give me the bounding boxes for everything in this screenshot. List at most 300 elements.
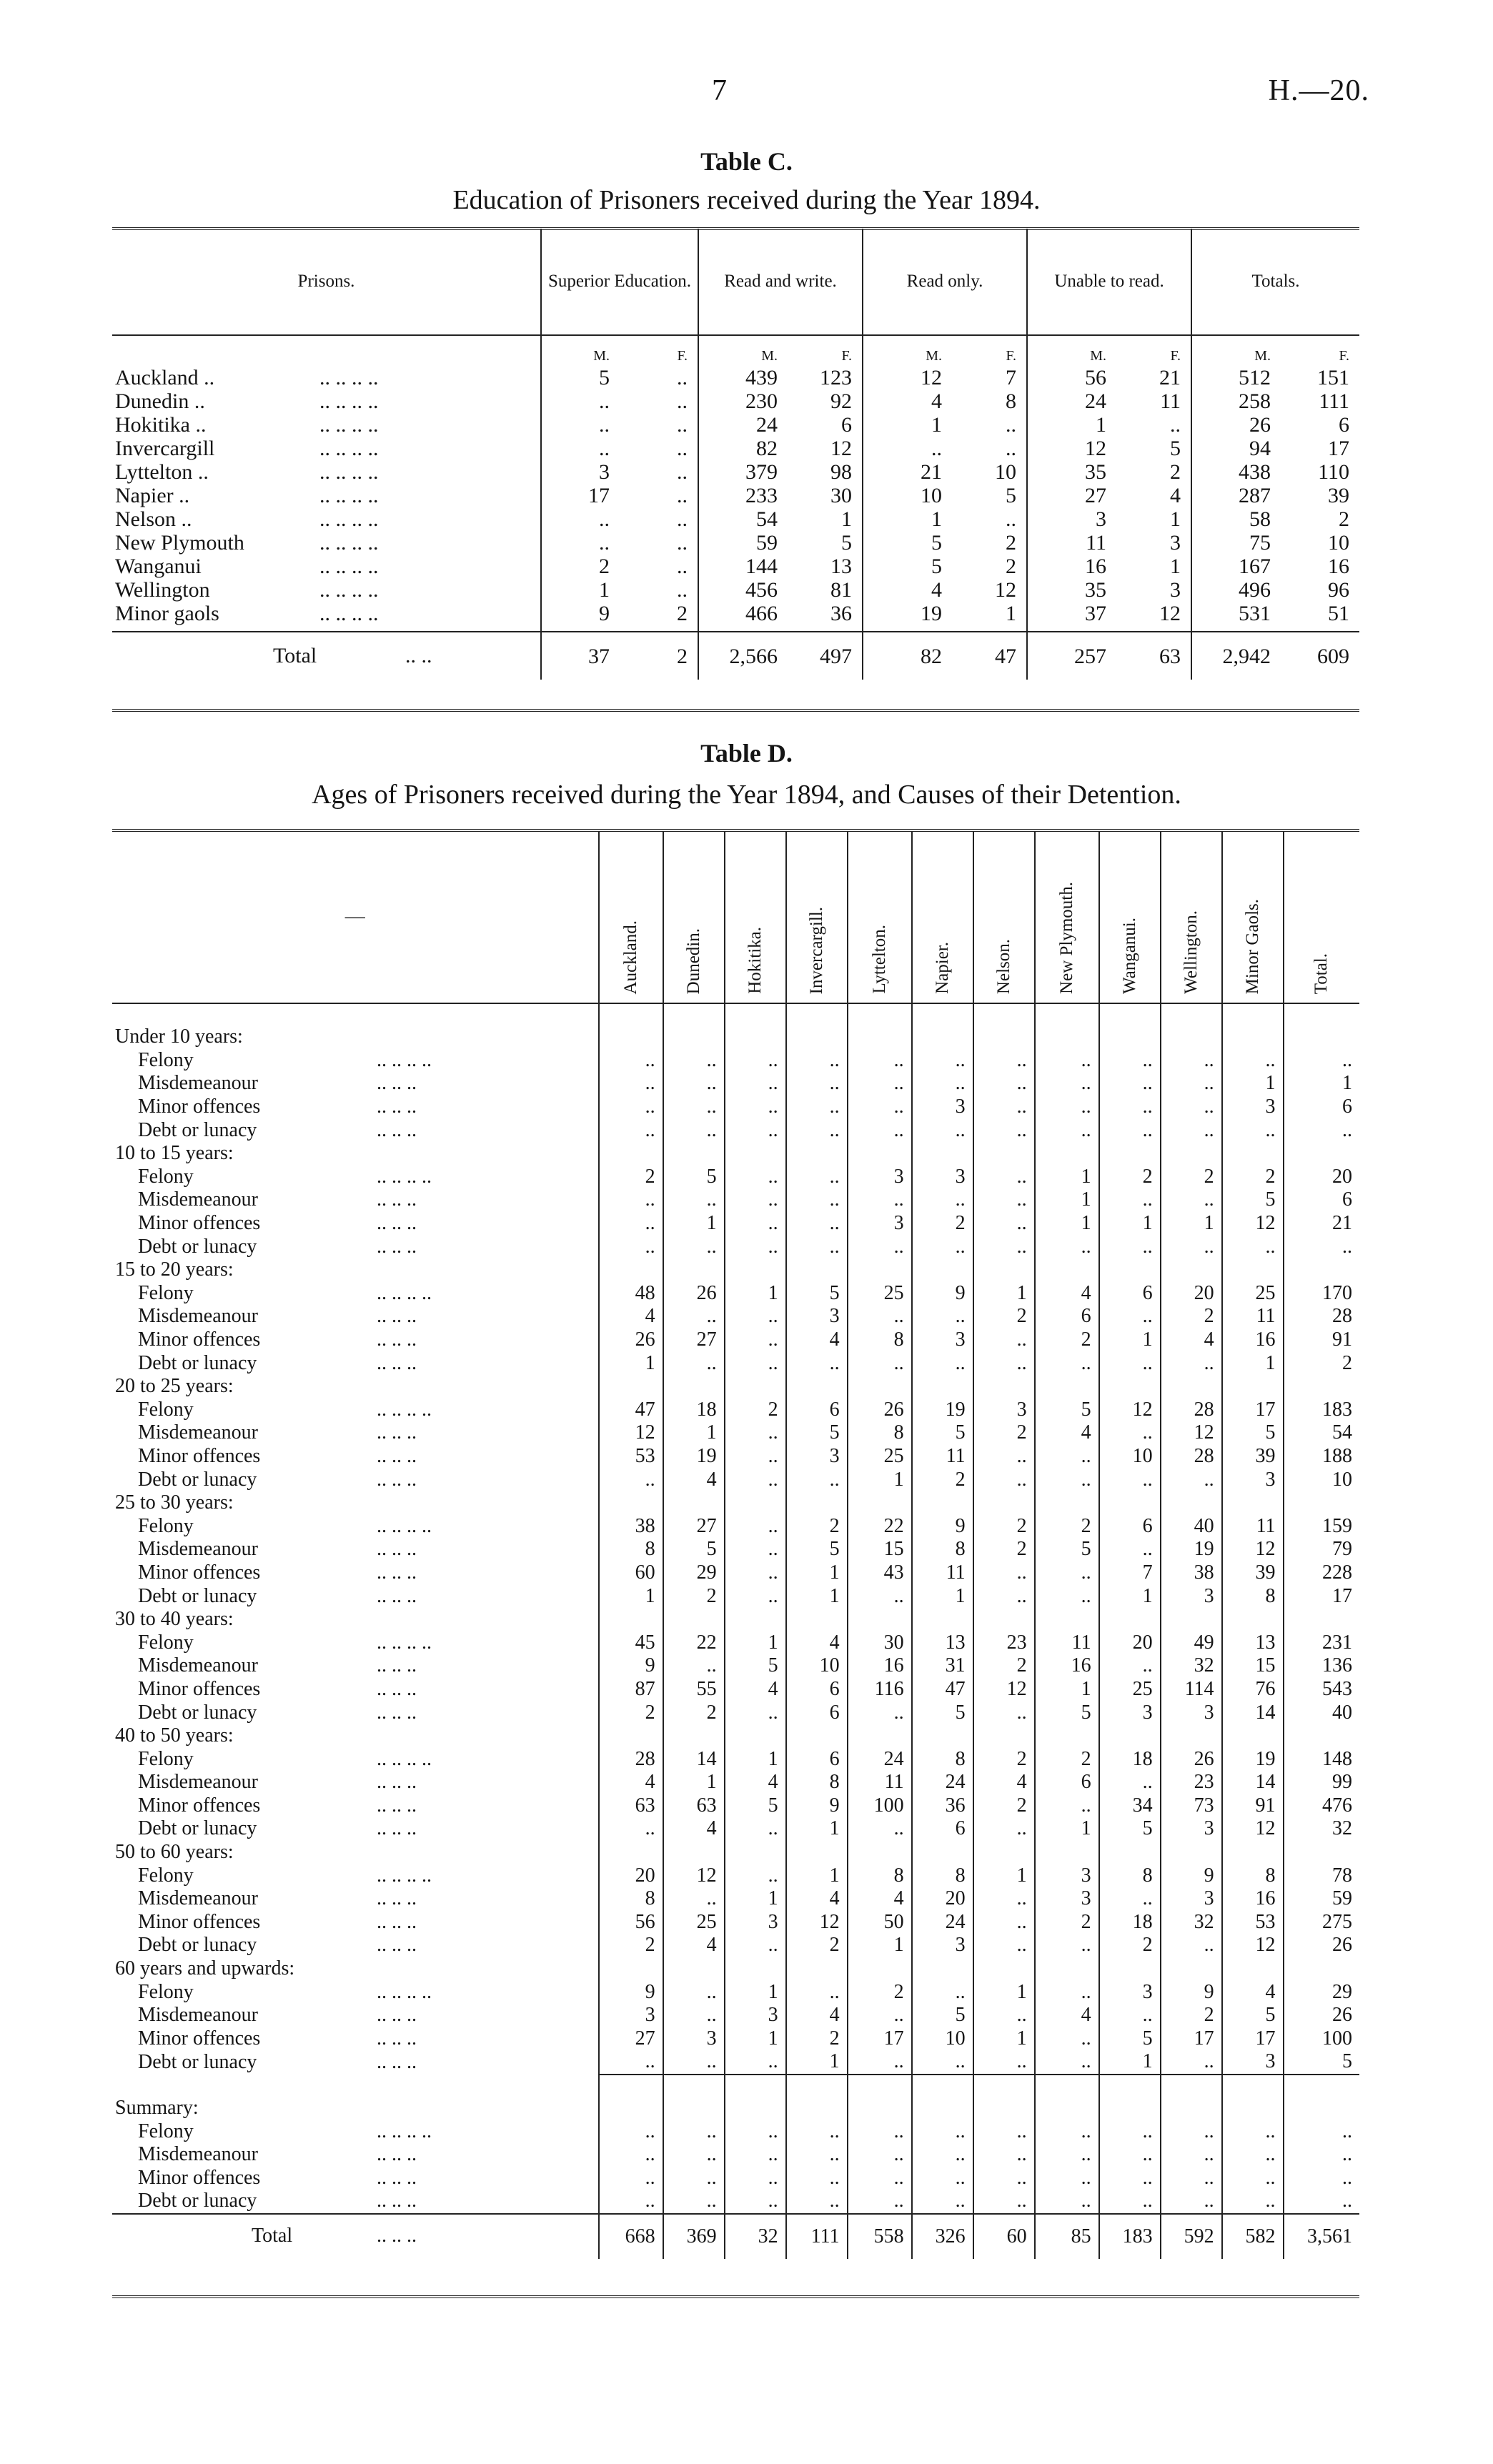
value-cell: 2 (1035, 1514, 1099, 1538)
value-cell: 39 (1222, 1445, 1284, 1469)
row-label: Minor offences (138, 1096, 261, 1118)
empty-cell (1035, 1608, 1099, 1631)
row-label: 25 to 30 years: (115, 1491, 234, 1514)
value-cell: .. (599, 2120, 663, 2143)
value-cell: .. (725, 1934, 786, 1957)
value-cell: 28 (1161, 1445, 1222, 1469)
value-cell: 1 (786, 1817, 848, 1841)
value-cell: 2 (1339, 507, 1350, 531)
value-cell: 2 (1161, 1305, 1222, 1328)
value-cell: 1 (1035, 1678, 1099, 1702)
prison-label: Wellington (115, 578, 210, 602)
value-cell: .. (663, 2167, 725, 2190)
value-cell: 4 (1222, 1980, 1284, 2004)
value-cell: 5 (1099, 2027, 1161, 2051)
value-cell: 8 (912, 1864, 973, 1887)
table-row (112, 437, 1359, 460)
value-cell: 11 (912, 1561, 973, 1585)
col-prisons: Prisons. (112, 229, 541, 335)
empty-cell (663, 2097, 725, 2120)
value-cell: 1 (841, 507, 853, 531)
value-cell: 60 (599, 1561, 663, 1585)
empty-cell (1222, 1003, 1284, 1025)
value-cell: 27 (599, 2027, 663, 2051)
total-value: 592 (1161, 2214, 1222, 2259)
row-label: Minor offences (138, 1794, 261, 1817)
value-cell: 9 (541, 602, 620, 625)
empty-cell (1099, 1025, 1161, 1049)
value-cell: 3 (912, 1166, 973, 1189)
value-cell: 56 (1027, 366, 1116, 389)
empty-cell (1284, 1491, 1359, 1515)
leader-dots: .. .. .. .. (319, 366, 379, 389)
row-label-cell (112, 1771, 599, 1794)
age-group-row (112, 1608, 1359, 1631)
value-cell: 13 (912, 1631, 973, 1654)
total-value: 2 (620, 632, 698, 680)
row-label: Under 10 years: (115, 1025, 243, 1048)
value-cell: .. (973, 2143, 1035, 2167)
value-cell: 531 (1191, 602, 1281, 625)
value-cell: 3 (786, 1305, 848, 1328)
row-label: Minor offences (138, 1444, 261, 1467)
offence-row (112, 1118, 1359, 1142)
value-cell: .. (725, 2167, 786, 2190)
row-label: Misdemeanour (138, 1305, 258, 1328)
value-cell: 5 (725, 1794, 786, 1818)
spacer-cell (620, 625, 698, 632)
value-cell: .. (599, 2143, 663, 2167)
value-cell: .. (786, 1468, 848, 1491)
value-cell: 5 (786, 1538, 848, 1561)
empty-cell (973, 1491, 1035, 1515)
empty-cell (725, 1491, 786, 1515)
value-cell: 48 (599, 1282, 663, 1306)
value-cell: .. (973, 1584, 1035, 1608)
value-cell: 75 (1191, 531, 1281, 555)
empty-cell (1099, 1608, 1161, 1631)
column-header (848, 831, 912, 1003)
value-cell: .. (1284, 1049, 1359, 1073)
value-cell: 96 (1328, 578, 1350, 602)
leader-dots: .. .. .. (377, 1887, 417, 1910)
column-header (599, 831, 663, 1003)
value-cell: 2 (1006, 555, 1017, 578)
value-cell: 2 (1170, 460, 1181, 484)
leader-dots: .. .. .. (377, 1212, 417, 1235)
empty-cell (786, 1003, 848, 1025)
value-cell: 45 (599, 1631, 663, 1654)
value-cell: 8 (912, 1747, 973, 1771)
col-unable-to-read: Unable to read. (1027, 229, 1191, 335)
value-cell: .. (677, 389, 688, 413)
value-cell: 3 (1161, 1887, 1222, 1911)
empty-cell (1035, 1375, 1099, 1399)
column-label: Nelson. (993, 938, 1013, 994)
empty-cell (1161, 1375, 1222, 1399)
value-cell: .. (786, 1096, 848, 1119)
value-cell: .. (663, 2050, 725, 2075)
leader-dots: .. .. .. (377, 1817, 417, 1840)
value-cell: .. (677, 531, 688, 555)
total-label: Total (252, 2224, 293, 2247)
value-cell: .. (725, 1561, 786, 1585)
value-cell: .. (725, 1421, 786, 1445)
table-c-bottom-rule (112, 709, 1359, 712)
table-d-bottom-rule (112, 2295, 1359, 2298)
column-label: Auckland. (620, 920, 640, 994)
value-cell: .. (1035, 1980, 1099, 2004)
value-cell: 3 (1099, 1701, 1161, 1724)
value-cell: 1 (973, 1282, 1035, 1306)
empty-cell (912, 1025, 973, 1049)
value-cell: 275 (1284, 1911, 1359, 1934)
value-cell: .. (1222, 2190, 1284, 2214)
value-cell: 2 (912, 1468, 973, 1491)
value-cell: 19 (1222, 1747, 1284, 1771)
value-cell: 12 (786, 1911, 848, 1934)
empty-cell (599, 1724, 663, 1748)
value-cell: 12 (599, 1421, 663, 1445)
empty-cell (1161, 1491, 1222, 1515)
value-cell: .. (848, 2050, 912, 2075)
value-cell: 11 (912, 1445, 973, 1469)
row-label: Felony (138, 1747, 194, 1770)
offence-row (112, 1631, 1359, 1654)
leader-dots: .. .. .. .. (319, 507, 379, 531)
empty-cell (663, 1003, 725, 1025)
value-cell: 7 (1006, 366, 1017, 389)
empty-cell (848, 1841, 912, 1864)
value-cell: 13 (830, 555, 853, 578)
leader-dots: .. .. .. (377, 1118, 417, 1141)
value-cell: 100 (1284, 2027, 1359, 2051)
value-cell: 36 (830, 602, 853, 625)
value-cell: .. (1222, 1118, 1284, 1142)
row-label-cell (112, 1608, 599, 1631)
value-cell: .. (786, 1072, 848, 1096)
row-label: Debt or lunacy (138, 1468, 257, 1491)
value-cell: .. (848, 1096, 912, 1119)
leader-dots: .. .. .. .. (319, 460, 379, 484)
leader-dots: .. .. .. .. (377, 1048, 432, 1071)
empty-cell (848, 1608, 912, 1631)
value-cell: .. (912, 2190, 973, 2214)
summary-row (112, 2167, 1359, 2190)
value-cell: 91 (1284, 1328, 1359, 1352)
male-label: M. (541, 335, 620, 366)
offence-row (112, 1911, 1359, 1934)
empty-cell (848, 1491, 912, 1515)
value-cell: 3 (1222, 2050, 1284, 2075)
value-cell: 20 (1099, 1631, 1161, 1654)
value-cell: 26 (599, 1328, 663, 1352)
empty-cell (973, 1724, 1035, 1748)
offence-row (112, 1678, 1359, 1702)
value-cell: 3 (848, 1166, 912, 1189)
value-cell: 54 (698, 507, 788, 531)
table-row (112, 460, 1359, 484)
empty-cell (848, 1375, 912, 1399)
value-cell: .. (848, 1072, 912, 1096)
value-cell: .. (786, 2120, 848, 2143)
value-cell: 16 (1222, 1887, 1284, 1911)
leader-dots: .. .. .. (377, 1677, 417, 1700)
empty-cell (1161, 1957, 1222, 1981)
value-cell: 22 (848, 1514, 912, 1538)
value-cell: .. (1161, 2167, 1222, 2190)
spacer-cell (112, 625, 541, 632)
value-cell: 26 (663, 1282, 725, 1306)
value-cell: 2 (599, 1934, 663, 1957)
value-cell: 28 (599, 1747, 663, 1771)
value-cell: .. (1035, 1118, 1099, 1142)
total-value: 82 (863, 632, 952, 680)
value-cell: 8 (1006, 389, 1017, 413)
value-cell: 6 (786, 1399, 848, 1422)
empty-cell (973, 1142, 1035, 1166)
value-cell: 4 (1035, 1282, 1099, 1306)
total-value: 326 (912, 2214, 973, 2259)
value-cell: 233 (698, 484, 788, 507)
value-cell: 63 (663, 1794, 725, 1818)
row-label: Minor offences (138, 1561, 261, 1584)
value-cell: .. (1099, 2190, 1161, 2214)
row-label-cell (112, 2120, 599, 2143)
value-cell: .. (1222, 2143, 1284, 2167)
value-cell: .. (1035, 1584, 1099, 1608)
prison-label: Hokitika .. (115, 413, 207, 437)
prison-label: Dunedin .. (115, 389, 205, 413)
value-cell: .. (1099, 1188, 1161, 1212)
row-label: Minor offences (138, 2027, 261, 2050)
empty-cell (1161, 2097, 1222, 2120)
leader-dots: .. .. .. .. (319, 437, 379, 460)
value-cell: .. (848, 2167, 912, 2190)
row-label-cell (112, 1701, 599, 1724)
empty-cell (1035, 2075, 1099, 2097)
value-cell: .. (1099, 1118, 1161, 1142)
value-cell: 43 (848, 1561, 912, 1585)
value-cell: 3 (1099, 1980, 1161, 2004)
value-cell: 439 (698, 366, 788, 389)
value-cell: 3 (1035, 1864, 1099, 1887)
value-cell: 5 (912, 1701, 973, 1724)
value-cell: 1 (599, 1351, 663, 1375)
row-label-cell (112, 2004, 599, 2027)
value-cell: .. (1161, 1934, 1222, 1957)
value-cell: 31 (912, 1654, 973, 1678)
value-cell: 5 (912, 2004, 973, 2027)
value-cell: 6 (786, 1747, 848, 1771)
value-cell: 35 (1027, 460, 1116, 484)
value-cell: 1 (725, 1282, 786, 1306)
value-cell: .. (973, 2004, 1035, 2027)
column-label: Invercargill. (806, 906, 826, 994)
value-cell: .. (725, 1584, 786, 1608)
total-value: 37 (541, 632, 620, 680)
value-cell: 2 (786, 1934, 848, 1957)
value-cell: .. (677, 578, 688, 602)
prison-label: Nelson .. (115, 507, 192, 531)
leader-dots: .. .. .. .. (319, 555, 379, 578)
value-cell: .. (786, 2167, 848, 2190)
leader-dots: .. .. .. (377, 2004, 417, 2027)
value-cell: 1 (1099, 1328, 1161, 1352)
value-cell: 2 (973, 1305, 1035, 1328)
value-cell: .. (1284, 2190, 1359, 2214)
value-cell: .. (677, 413, 688, 437)
age-group-row (112, 1142, 1359, 1166)
value-cell: 8 (848, 1328, 912, 1352)
empty-cell (663, 1841, 725, 1864)
value-cell: .. (1035, 1468, 1099, 1491)
empty-cell (1161, 1025, 1222, 1049)
value-cell: .. (725, 1468, 786, 1491)
value-cell: 9 (599, 1980, 663, 2004)
empty-cell (1222, 1491, 1284, 1515)
offence-row (112, 1654, 1359, 1678)
value-cell: .. (848, 2120, 912, 2143)
value-cell: .. (863, 437, 952, 460)
value-cell: 1 (541, 578, 620, 602)
value-cell: 1 (1222, 1351, 1284, 1375)
value-cell: 32 (1284, 1817, 1359, 1841)
empty-cell (663, 1025, 725, 1049)
row-label-cell (112, 2050, 599, 2075)
row-label: Summary: (115, 2097, 199, 2120)
value-cell: 148 (1284, 1747, 1359, 1771)
empty-cell (1099, 1258, 1161, 1282)
offence-row (112, 1538, 1359, 1561)
value-cell: 21 (1284, 1212, 1359, 1236)
value-cell: .. (912, 1188, 973, 1212)
empty-cell (973, 1841, 1035, 1864)
value-cell: 1 (863, 507, 952, 531)
row-label-cell (112, 1631, 599, 1654)
value-cell: 1 (725, 1747, 786, 1771)
col-read-only: Read only. (863, 229, 1027, 335)
prison-label: Wanganui (115, 555, 202, 578)
male-label: M. (698, 335, 788, 366)
value-cell: .. (1161, 1096, 1222, 1119)
offence-row (112, 1072, 1359, 1096)
value-cell: .. (1161, 1235, 1222, 1258)
total-value: 668 (599, 2214, 663, 2259)
value-cell: 4 (1170, 484, 1181, 507)
row-label-cell (112, 1445, 599, 1469)
value-cell: 5 (863, 531, 952, 555)
column-header (1161, 831, 1222, 1003)
value-cell: 25 (1222, 1282, 1284, 1306)
value-cell: 1 (848, 1934, 912, 1957)
value-cell: .. (912, 2050, 973, 2075)
value-cell: 5 (1284, 2050, 1359, 2075)
empty-cell (1035, 1003, 1099, 1025)
mf-spacer (112, 335, 541, 366)
column-header (725, 831, 786, 1003)
empty-cell (912, 1724, 973, 1748)
value-cell: .. (973, 1887, 1035, 1911)
value-cell: 14 (1222, 1771, 1284, 1794)
table-row (112, 366, 1359, 389)
total-row (112, 632, 1359, 680)
female-label: F. (1170, 348, 1181, 364)
value-cell: 16 (1027, 555, 1116, 578)
prison-name (112, 460, 541, 484)
value-cell: 27 (663, 1514, 725, 1538)
value-cell: 15 (1222, 1654, 1284, 1678)
value-cell: 20 (1284, 1166, 1359, 1189)
value-cell: 2 (1099, 1934, 1161, 1957)
value-cell: 2 (663, 1701, 725, 1724)
offence-row (112, 1399, 1359, 1422)
value-cell: 47 (599, 1399, 663, 1422)
value-cell: 1 (1284, 1072, 1359, 1096)
table-row (112, 484, 1359, 507)
page-number: 7 (712, 74, 727, 107)
value-cell: .. (725, 1096, 786, 1119)
value-cell: 5 (1222, 1421, 1284, 1445)
value-cell: .. (848, 1701, 912, 1724)
empty-cell (663, 1608, 725, 1631)
value-cell: 19 (912, 1399, 973, 1422)
value-cell: 8 (786, 1771, 848, 1794)
value-cell: 2 (848, 1980, 912, 2004)
leader-dots: .. .. .. (377, 1351, 417, 1374)
value-cell: .. (1099, 1351, 1161, 1375)
leader-dots: .. .. .. (377, 1561, 417, 1584)
empty-cell (663, 1258, 725, 1282)
value-cell: .. (663, 2004, 725, 2027)
value-cell: 5 (1035, 1701, 1099, 1724)
empty-cell (848, 1724, 912, 1748)
value-cell: 5 (1170, 437, 1181, 460)
prison-name (112, 602, 541, 625)
value-cell: .. (1161, 1468, 1222, 1491)
value-cell: 2 (973, 1747, 1035, 1771)
value-cell: 543 (1284, 1678, 1359, 1702)
value-cell: 5 (786, 1282, 848, 1306)
value-cell: 1 (786, 1561, 848, 1585)
value-cell: 26 (1284, 1934, 1359, 1957)
empty-cell (912, 1608, 973, 1631)
value-cell: 10 (786, 1654, 848, 1678)
empty-cell (912, 1258, 973, 1282)
value-cell: .. (677, 484, 688, 507)
value-cell: 12 (663, 1864, 725, 1887)
value-cell: 4 (599, 1305, 663, 1328)
stub-dash: — (344, 905, 365, 928)
value-cell: .. (725, 1351, 786, 1375)
table-row (112, 531, 1359, 555)
total-value: 609 (1281, 632, 1359, 680)
value-cell: .. (599, 1049, 663, 1073)
empty-cell (973, 1608, 1035, 1631)
empty-cell (786, 2075, 848, 2097)
row-label-cell (112, 1491, 599, 1515)
value-cell: 2 (1035, 1328, 1099, 1352)
value-cell: .. (725, 1166, 786, 1189)
value-cell: 3 (599, 2004, 663, 2027)
value-cell: 111 (1319, 389, 1350, 413)
value-cell: 56 (599, 1911, 663, 1934)
value-cell: 17 (541, 484, 620, 507)
value-cell: 1 (973, 1864, 1035, 1887)
value-cell: .. (786, 1235, 848, 1258)
total-value: 47 (952, 632, 1027, 680)
value-cell: .. (1035, 1072, 1099, 1096)
